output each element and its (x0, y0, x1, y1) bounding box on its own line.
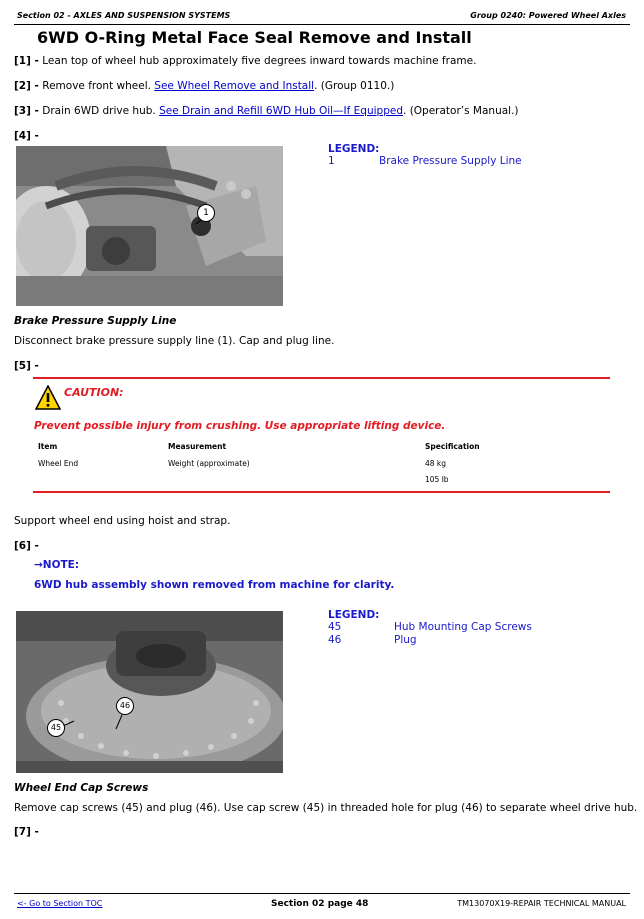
support-text: Support wheel end using hoist and strap. (14, 515, 231, 527)
wheel-hub-photo (16, 611, 283, 773)
note-title: →NOTE: (34, 559, 80, 571)
table-cell-measurement: Weight (approximate) (168, 459, 250, 468)
table-cell-spec-lb: 105 lb (425, 475, 449, 484)
step-text: Drain 6WD drive hub. (42, 105, 156, 117)
table-header-measurement: Measurement (168, 442, 227, 451)
callout-46: 46 (116, 697, 134, 715)
step-text-suffix: . (Group 0110.) (314, 80, 395, 92)
caution-warning: Prevent possible injury from crushing. Use appropriate lifting device. (34, 420, 446, 432)
wheel-remove-install-link[interactable]: See Wheel Remove and Install (154, 80, 315, 92)
footer-manual: TM13070X19-REPAIR TECHNICAL MANUAL (457, 899, 626, 908)
legend-title: LEGEND: (328, 609, 380, 621)
note-text: 6WD hub assembly shown removed from machine for clarity. (34, 579, 395, 591)
step-text: Remove front wheel. (42, 80, 151, 92)
step-6 (14, 540, 39, 552)
table-cell-spec-kg: 48 kg (425, 459, 447, 468)
callout-45: 45 (47, 719, 65, 737)
header-divider (14, 24, 630, 25)
step-number: [5] - (14, 360, 39, 372)
figure2-caption: Wheel End Cap Screws (14, 782, 149, 794)
header-group: Group 0240: Powered Wheel Axles (470, 11, 626, 20)
legend-num: 46 (328, 634, 342, 646)
step-number: [2] - (14, 80, 39, 92)
table-cell-item: Wheel End (38, 459, 79, 468)
legend-label: Hub Mounting Cap Screws (394, 621, 532, 633)
step-number: [4] - (14, 130, 39, 142)
legend-item (328, 155, 528, 169)
warning-triangle-icon (35, 385, 61, 411)
brake-line-photo (16, 146, 283, 306)
callout-1: 1 (197, 204, 215, 222)
legend-title: LEGEND: (328, 143, 380, 155)
legend-item (328, 621, 558, 634)
legend-num: 45 (328, 621, 342, 633)
table-header-specification: Specification (425, 442, 480, 451)
step-text-suffix: . (Operator’s Manual.) (403, 105, 519, 117)
step-5 (14, 360, 39, 372)
step-text: Lean top of wheel hub approximately five degrees inward towards machine frame. (42, 55, 477, 67)
step-number: [6] - (14, 540, 39, 552)
step-number: [3] - (14, 105, 39, 117)
step-3 (14, 105, 519, 117)
footer-page: Section 02 page 48 (271, 899, 369, 909)
table-header-item: Item (38, 442, 58, 451)
section-toc-link[interactable]: <- Go to Section TOC (17, 899, 103, 908)
legend-2 (328, 609, 558, 647)
legend-label: Brake Pressure Supply Line (379, 155, 522, 167)
caution-bottom-rule (33, 491, 610, 493)
figure1-caption: Brake Pressure Supply Line (14, 315, 177, 327)
footer-divider (14, 893, 630, 894)
page-title: 6WD O-Ring Metal Face Seal Remove and Install (37, 28, 472, 47)
legend-label: Plug (394, 634, 417, 646)
step-7 (14, 826, 39, 838)
step-1 (14, 55, 476, 67)
step-number: [1] - (14, 55, 39, 67)
figure1-instruction: Disconnect brake pressure supply line (1). Cap and plug line. (14, 335, 335, 347)
legend-num: 1 (328, 155, 335, 167)
figure2-instruction: Remove cap screws (45) and plug (46). Use cap screw (45) in threaded hole for plug (46) to separate wheel drive hub. (14, 802, 638, 814)
legend-1 (328, 143, 528, 169)
caution-title: CAUTION: (64, 386, 124, 399)
header-section: Section 02 - AXLES AND SUSPENSION SYSTEMS (17, 11, 231, 20)
caution-top-rule (33, 377, 610, 379)
step-2 (14, 80, 394, 92)
legend-item (328, 634, 558, 647)
drain-refill-hub-oil-link[interactable]: See Drain and Refill 6WD Hub Oil—If Equipped (159, 105, 404, 117)
step-4 (14, 130, 39, 142)
step-number: [7] - (14, 826, 39, 838)
